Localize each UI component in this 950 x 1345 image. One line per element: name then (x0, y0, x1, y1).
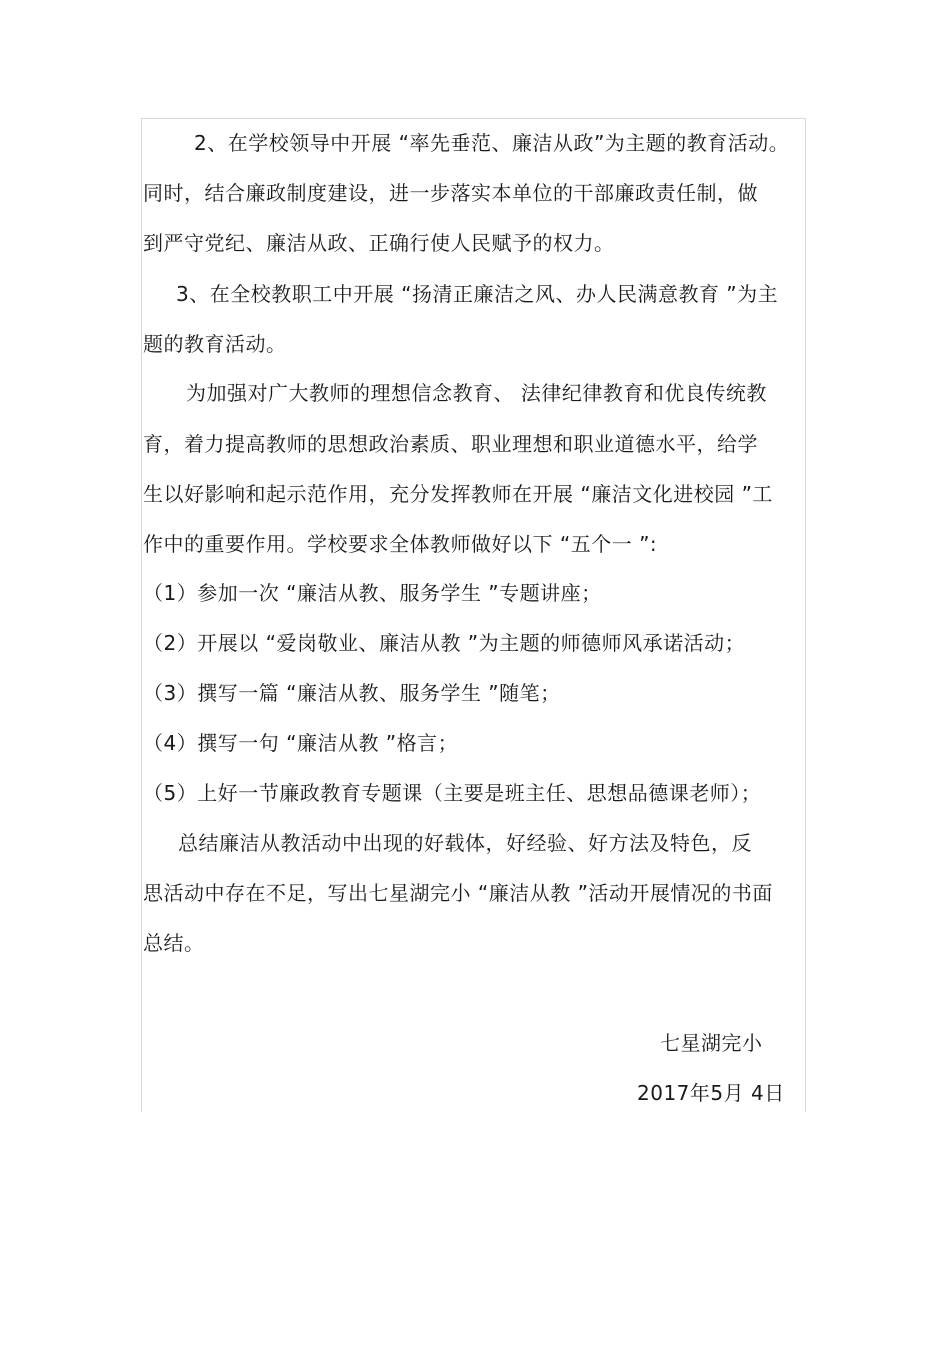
summary-line-1: 总结廉洁从教活动中出现的好载体，好经验、好方法及特色，反 (178, 831, 752, 855)
paragraph-2-line-3: 到严守党纪、廉洁从政、正确行使人民赋予的权力。 (143, 231, 615, 255)
paragraph-2-line-1: 2、在学校领导中开展 “率先垂范、廉洁从政”为主题的教育活动。 (194, 131, 790, 155)
paragraph-4-line-3: 生以好影响和起示范作用，充分发挥教师在开展 “廉洁文化进校园 ”工 (143, 482, 773, 506)
list-item-4: （4）撰写一句 “廉洁从教 ”格言； (143, 731, 459, 755)
paragraph-4-line-1: 为加强对广大教师的理想信念教育、 法律纪律教育和优良传统教 (186, 381, 767, 405)
signature-date: 2017年5月 4日 (637, 1081, 785, 1105)
list-item-3: （3）撰写一篇 “廉洁从教、服务学生 ”随笔； (143, 681, 561, 705)
paragraph-3-line-1: 3、在全校教职工中开展 “扬清正廉洁之风、办人民满意教育 ”为主 (176, 282, 779, 306)
paragraph-3-line-2: 题的教育活动。 (143, 332, 287, 356)
list-item-1: （1）参加一次 “廉洁从教、服务学生 ”专题讲座； (143, 581, 602, 605)
list-item-5: （5）上好一节廉政教育专题课（主要是班主任、思想品德课老师）； (143, 781, 762, 805)
summary-line-2: 思活动中存在不足，写出七星湖完小 “廉洁从教 ”活动开展情况的书面 (143, 881, 773, 905)
signature-org: 七星湖完小 (660, 1031, 763, 1055)
page-frame (141, 118, 806, 1112)
paragraph-4-line-4: 作中的重要作用。学校要求全体教师做好以下 “五个一 ”: (143, 532, 658, 556)
paragraph-4-line-2: 育，着力提高教师的思想政治素质、职业理想和职业道德水平，给学 (143, 432, 758, 456)
list-item-2: （2）开展以 “爱岗敬业、廉洁从教 ”为主题的师德师风承诺活动； (143, 631, 746, 655)
paragraph-2-line-2: 同时，结合廉政制度建设，进一步落实本单位的干部廉政责任制，做 (143, 181, 758, 205)
summary-line-3: 总结。 (143, 931, 205, 955)
